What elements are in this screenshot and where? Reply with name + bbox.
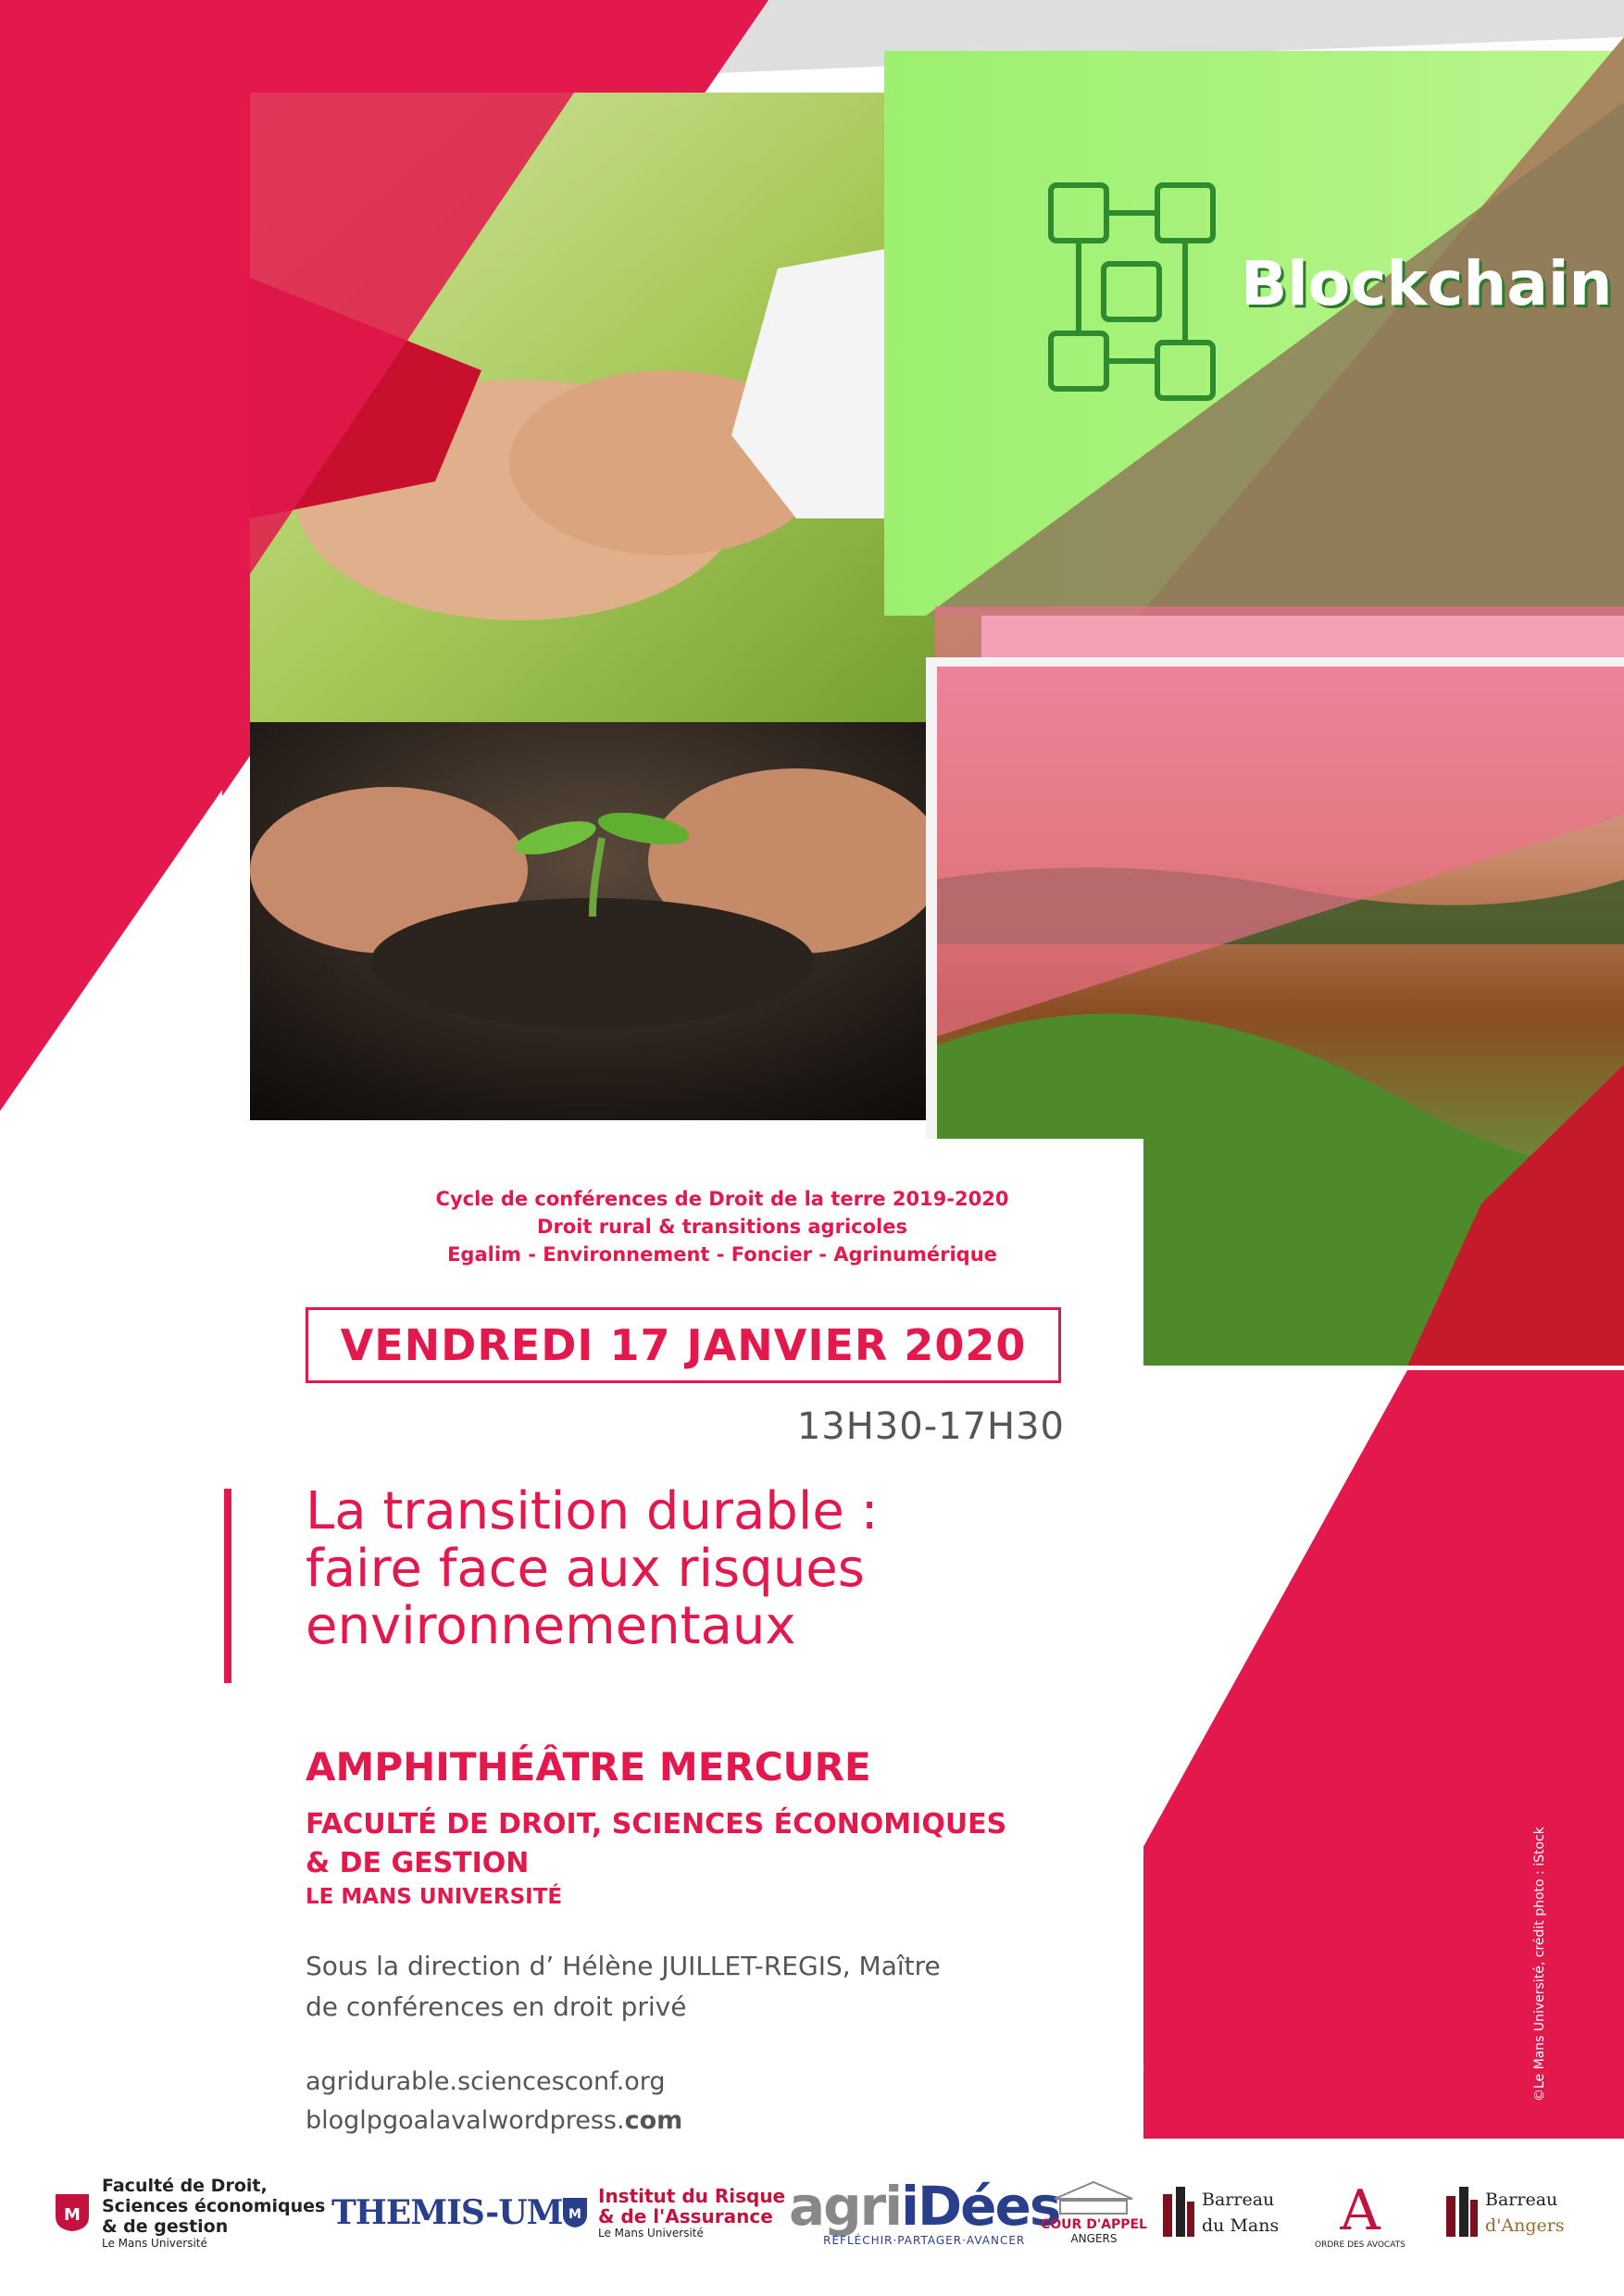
- direction-line-1: Sous la direction d’ Hélène JUILLET-REGIS, Maître: [306, 1951, 941, 1981]
- faculte-line-3: & de gestion: [102, 2216, 229, 2237]
- logo-barreau-mans: [1159, 2157, 1279, 2268]
- svg-text:M: M: [568, 2207, 581, 2222]
- title-line-2: faire face aux risques: [306, 1539, 865, 1599]
- svg-text:M: M: [64, 2205, 81, 2225]
- agridees-a: agri: [789, 2175, 902, 2238]
- title-line-1: La transition durable :: [306, 1481, 879, 1541]
- barreau-angers-line-1: Barreau: [1485, 2190, 1558, 2210]
- faculte-sub: Le Mans Université: [102, 2237, 207, 2250]
- agridees-tagline: RÉFLÉCHIR·PARTAGER·AVANCER: [823, 2234, 1026, 2247]
- photo-credit: ©Le Mans Université, crédit photo : iStock: [1532, 1827, 1547, 2102]
- event-title: [306, 1483, 1046, 1655]
- url-blog-main: bloglpgoalavalwordpress.: [306, 2106, 625, 2135]
- logo-barreau-angers: [1443, 2157, 1565, 2268]
- themis-text: THEMIS-UM: [331, 2193, 563, 2232]
- venue-faculty-line-2: & DE GESTION: [306, 1847, 530, 1879]
- cycle-line-2: Droit rural & transitions agricoles: [537, 1216, 907, 1238]
- logo-faculte: [54, 2157, 325, 2268]
- venue-faculty-line-1: FACULTÉ DE DROIT, SCIENCES ÉCONOMIQUES: [306, 1808, 1007, 1841]
- venue-room: AMPHITHÉÂTRE MERCURE: [306, 1744, 871, 1790]
- faculte-line-1: Faculté de Droit,: [102, 2176, 268, 2196]
- barreau-mans-line-1: Barreau: [1202, 2190, 1275, 2210]
- event-time: 13H30-17H30: [796, 1405, 1065, 1448]
- barreau-angers-line-2: d'Angers: [1485, 2215, 1565, 2236]
- cour-appel-city: ANGERS: [1070, 2232, 1118, 2245]
- institut-line-1: Institut du Risque: [598, 2185, 786, 2207]
- cycle-line-3: Egalim - Environnement - Foncier - Agrinumérique: [447, 1243, 997, 1266]
- institut-shield-icon: [561, 2196, 589, 2229]
- direction-text: [306, 1946, 1009, 2028]
- cycle-line-1: Cycle de conférences de Droit de la terre 2019-2020: [435, 1188, 1009, 1210]
- logo-agridees: [789, 2157, 1059, 2268]
- barreau-mans-line-2: du Mans: [1202, 2215, 1280, 2236]
- faculte-shield-icon: [54, 2192, 91, 2233]
- venue-university: LE MANS UNIVERSITÉ: [306, 1885, 563, 1909]
- institut-line-2: & de l'Assurance: [598, 2205, 773, 2227]
- url-conference[interactable]: agridurable.sciencesconf.org: [306, 2067, 666, 2096]
- url-blog[interactable]: [306, 2102, 682, 2140]
- logo-institut: [561, 2157, 785, 2268]
- title-accent-bar: [224, 1489, 231, 1683]
- links: [306, 2063, 682, 2140]
- logo-ordre-avocats: [1315, 2157, 1405, 2268]
- cour-appel-text: COUR D'APPEL: [1041, 2217, 1147, 2232]
- logo-cour-appel: [1041, 2157, 1147, 2268]
- barreau-angers-towers-icon: [1443, 2185, 1480, 2240]
- logo-themis: [331, 2157, 562, 2268]
- direction-line-2: de conférences en droit privé: [306, 1991, 687, 2022]
- institut-sub: Le Mans Université: [598, 2227, 704, 2240]
- blockchain-label: Blockchain: [1241, 248, 1613, 319]
- event-date-box: [306, 1307, 1061, 1383]
- title-line-3: environnementaux: [306, 1596, 796, 1656]
- svg-text:A: A: [1340, 2178, 1380, 2240]
- agridees-b: iDées: [901, 2175, 1060, 2238]
- cour-appel-building-icon: [1049, 2180, 1138, 2217]
- ordre-avocats-emblem-icon: [1323, 2176, 1397, 2240]
- ordre-avocats-text: ORDRE DES AVOCATS: [1315, 2240, 1405, 2250]
- venue-faculty: [306, 1805, 1006, 1883]
- url-blog-tld: com: [624, 2106, 683, 2135]
- barreau-mans-towers-icon: [1159, 2185, 1196, 2240]
- event-date: VENDREDI 17 JANVIER 2020: [340, 1320, 1027, 1370]
- faculte-line-2: Sciences économiques: [102, 2196, 326, 2216]
